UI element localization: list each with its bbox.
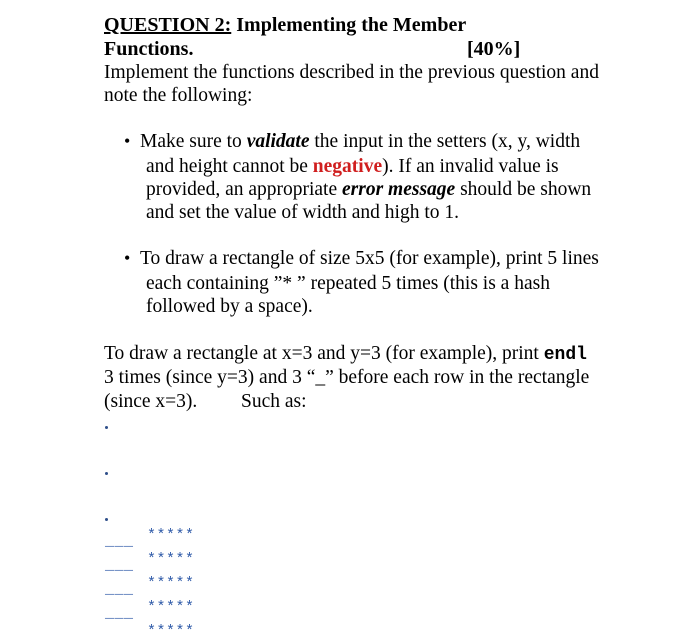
text: To draw a rectangle at x=3 and y=3 (for example), print: [104, 343, 544, 364]
bullet1-line-2: [146, 155, 559, 178]
bullet-dot-icon: •: [124, 248, 131, 268]
question-title-line2: Functions.: [104, 38, 194, 60]
question-title: Implementing the Member: [231, 14, 467, 36]
bullet1-line-1: [140, 130, 580, 153]
bullet1-line-4: and set the value of width and high to 1.: [146, 202, 460, 223]
underscore-prefix: ___: [105, 605, 134, 622]
star-row: *****: [147, 575, 195, 592]
endl-marker: [105, 426, 108, 429]
underscore-prefix: ___: [105, 533, 134, 550]
star-row: *****: [147, 527, 195, 544]
text: Make sure to: [140, 131, 247, 152]
underscore-prefix: ___: [105, 557, 134, 574]
endl-marker: [105, 518, 108, 521]
weight-badge: [40%]: [467, 38, 521, 60]
para-line-3a: (since x=3).: [104, 391, 198, 412]
endl-marker: [105, 472, 108, 475]
text: and height cannot be: [146, 156, 313, 177]
para-line-3b: Such as:: [241, 391, 307, 412]
question-heading: [104, 13, 466, 37]
validate-emphasis: validate: [246, 131, 310, 152]
bullet1-line-3: [146, 178, 591, 201]
bullet2-line-1: To draw a rectangle of size 5x5 (for example), print 5 lines: [140, 248, 599, 269]
intro-line-2: note the following:: [104, 85, 253, 106]
negative-emphasis: negative: [312, 156, 383, 177]
para-line-2: 3 times (since y=3) and 3 “_” before each row in the rectangle: [104, 367, 590, 388]
para-line-1: [104, 342, 587, 367]
text: provided, an appropriate: [146, 179, 343, 200]
endl-code: endl: [543, 345, 587, 365]
star-row: *****: [147, 623, 195, 640]
question-label: QUESTION 2:: [104, 14, 232, 36]
error-message-emphasis: error message: [342, 179, 456, 200]
text: ). If an invalid value is: [382, 156, 559, 177]
intro-line-1: Implement the functions described in the previous question and: [104, 62, 599, 83]
star-row: *****: [147, 599, 195, 616]
bullet-dot-icon: •: [124, 131, 131, 151]
text: the input in the setters (x, y, width: [309, 131, 581, 152]
bullet2-line-3: followed by a space).: [146, 296, 313, 317]
star-row: *****: [147, 551, 195, 568]
bullet2-line-2: each containing ”* ” repeated 5 times (this is a hash: [146, 273, 550, 294]
underscore-prefix: ___: [105, 581, 134, 598]
text: should be shown: [455, 179, 592, 200]
